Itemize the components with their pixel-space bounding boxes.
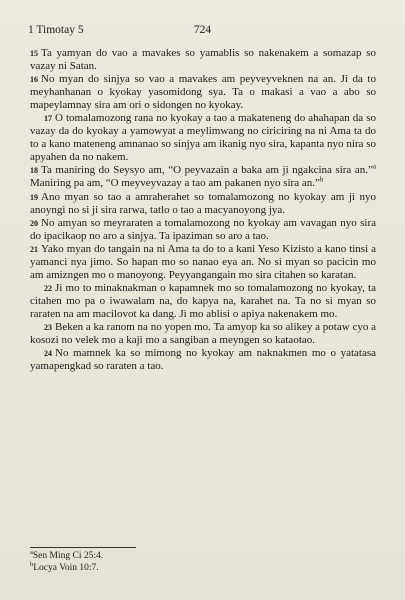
verse-text: Ta maniring do Seysyo am, “O peyvazain a baka am ji ngakcina sira an.” bbox=[41, 164, 373, 177]
verse bbox=[30, 347, 376, 373]
verse-number: 19 bbox=[30, 192, 38, 202]
verse-number: 23 bbox=[44, 322, 52, 332]
verse-text: No mamnek ka so mimong no kyokay am naknakmen mo o yatatasa yamapengkad so raraten a tao. bbox=[30, 347, 376, 373]
footnote-ref[interactable]: b bbox=[319, 175, 324, 184]
verse-number: 20 bbox=[30, 218, 38, 228]
footnote-text: Locya Voin 10:7. bbox=[33, 562, 99, 573]
verse bbox=[30, 191, 376, 217]
footnote-ref[interactable]: a bbox=[372, 162, 376, 171]
verse-number: 16 bbox=[30, 75, 38, 85]
footnote bbox=[30, 560, 103, 575]
page-header bbox=[28, 24, 377, 40]
verse-text: O tomalamozong rana no kyokay a tao a makateneng do ahahapan da so vazay da do kyokay a yamowyat a meylimwang no ciriciring na ni Ama ta do to a kano mateneng amnanao so sinjya am ikanig nyo sira, kapanta nyo nira so apyahen da no nakem. bbox=[30, 112, 376, 164]
verse-number: 24 bbox=[44, 349, 52, 359]
verse-text: Yako myan do tangain na ni Ama ta do to a kani Yeso Kizisto a kano tinsi a yamanci nya jimo. So hapan mo so nanao eya an. No si myan so pacicin mo am amizngen mo o manoyong. Peyyangangain mo sira citahen so karatan. bbox=[30, 242, 376, 281]
verse-number: 22 bbox=[44, 283, 52, 293]
footnote bbox=[30, 548, 104, 563]
verse bbox=[30, 282, 376, 321]
footnotes bbox=[30, 548, 104, 574]
page-number: 724 bbox=[193, 24, 212, 36]
verse bbox=[30, 47, 376, 73]
scripture-text bbox=[30, 47, 376, 373]
footnote-divider bbox=[30, 547, 136, 548]
verse bbox=[30, 217, 376, 243]
verse-number: 18 bbox=[30, 166, 38, 176]
running-head: 1 Timotay 5 bbox=[28, 24, 84, 36]
verse bbox=[30, 73, 376, 112]
verse-text-continued: Maniring pa am, “O meyveyvazay a tao am pakanen nyo sira an.” bbox=[30, 177, 320, 190]
verse-number: 15 bbox=[30, 49, 38, 58]
verse-text: Beken a ka ranom na no yopen mo. Ta amyop ka so alikey a potaw cyo a kosozi no velek mo a kaji mo a sangiban a meyngen so kataotao. bbox=[30, 320, 376, 347]
verse-text: No myan do sinjya so vao a mavakes am peyveyveknen na an. Ji da to meyhanhanan o kyokay yasomidong sya. Ta o makasi a vao a abo so mapeylamnay sira am ori o sidongen no kyokay. bbox=[30, 73, 376, 112]
verse-text: Ano myan so tao a amraherahet so tomalamozong no kyokay am ji nyo anoyngi no si ji sira rarwa, tatlo o tao a macyanoyong jya. bbox=[30, 190, 376, 216]
footnote-mark: a bbox=[30, 548, 33, 556]
footnote-text: Sen Ming Ci 25:4. bbox=[32, 551, 104, 561]
verse-text: Ji mo to minaknakman o kapamnek mo so tomalamozong no kyokay, ta citahen mo pa o iwawalam na, do kapya na, karahet na. Ta no si myan so raraten na am macilovot ka dang. Ji mo ablisi o apiya nakenakem mo. bbox=[30, 281, 376, 320]
verse bbox=[30, 321, 376, 347]
verse bbox=[30, 164, 376, 190]
verse-number: 17 bbox=[44, 114, 52, 124]
verse bbox=[30, 243, 376, 282]
verse-text: Ta yamyan do vao a mavakes so yamablis so nakenakem a somazap so vazay ni Satan. bbox=[30, 47, 376, 73]
footnote-mark: b bbox=[30, 560, 34, 568]
verse bbox=[30, 112, 376, 164]
verse-number: 21 bbox=[30, 244, 38, 254]
verse-text: No amyan so meyraraten a tomalamozong no kyokay am vavagan nyo sira do ipacikaop no aro a sinjya. Ta ipaziman so aro a tao. bbox=[30, 216, 376, 242]
